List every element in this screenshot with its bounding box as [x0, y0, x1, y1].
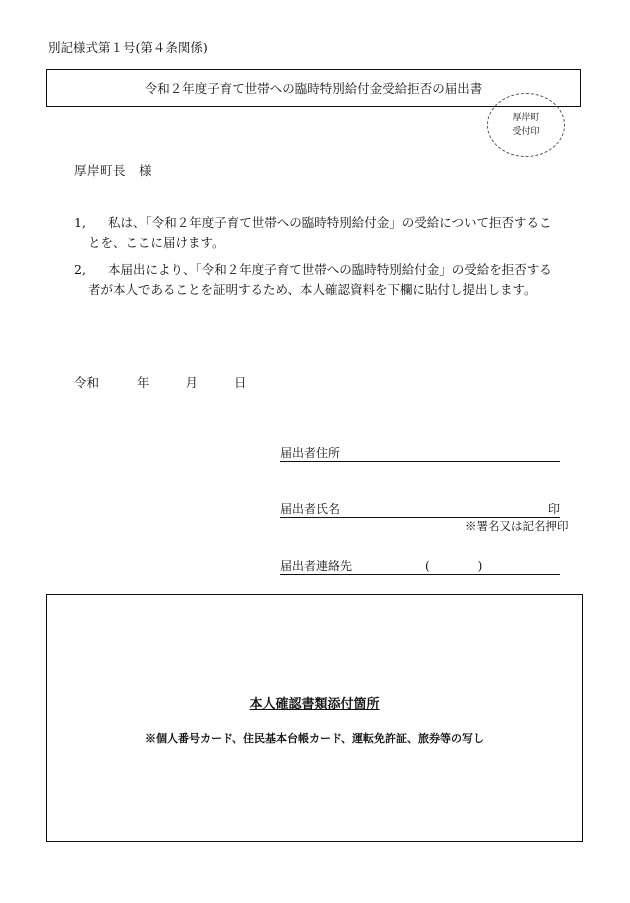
item-number: 1,: [74, 215, 86, 230]
date-month: 月: [185, 375, 198, 390]
applicant-name-field[interactable]: [280, 500, 560, 518]
stamp-line-1: 厚岸町: [512, 113, 540, 123]
form-number-label: 別記様式第１号(第４条関係): [48, 40, 208, 55]
contact-label: 届出者連絡先: [280, 559, 353, 573]
item-text: 私は、「令和２年度子育て世帯への臨時特別給付金」の受給について拒否することを、ここに届けます。: [88, 215, 552, 250]
date-era: 令和: [74, 375, 100, 390]
date-line: [74, 373, 246, 391]
contact-parentheses: ( ): [425, 559, 483, 573]
date-day: 日: [233, 375, 247, 390]
item-text: 本届出により、「令和２年度子育て世帯への臨時特別給付金」の受給を拒否する者が本人であることを証明するため、本人確認資料を下欄に貼付し提出します。: [88, 262, 552, 297]
attachment-note: ※個人番号カード、住民基本台帳カード、運転免許証、旅券等の写し: [144, 732, 485, 745]
address-label: 届出者住所: [280, 446, 341, 460]
document-title: 令和２年度子育て世帯への臨時特別給付金受給拒否の届出書: [144, 81, 483, 96]
seal-note: ※署名又は記名押印: [465, 519, 569, 533]
date-year: 年: [136, 375, 150, 390]
reception-stamp-label: [487, 111, 565, 139]
item-number: 2,: [74, 262, 86, 277]
stamp-line-2: 受付印: [512, 127, 540, 137]
applicant-contact-field[interactable]: [280, 557, 560, 575]
attachment-title: 本人確認書類添付箇所: [249, 697, 380, 712]
seal-mark: 印: [547, 502, 560, 516]
addressee: 厚岸町長 様: [74, 163, 153, 178]
applicant-address-field[interactable]: [280, 444, 560, 462]
attachment-area: [46, 594, 583, 842]
name-label: 届出者氏名: [280, 502, 341, 516]
